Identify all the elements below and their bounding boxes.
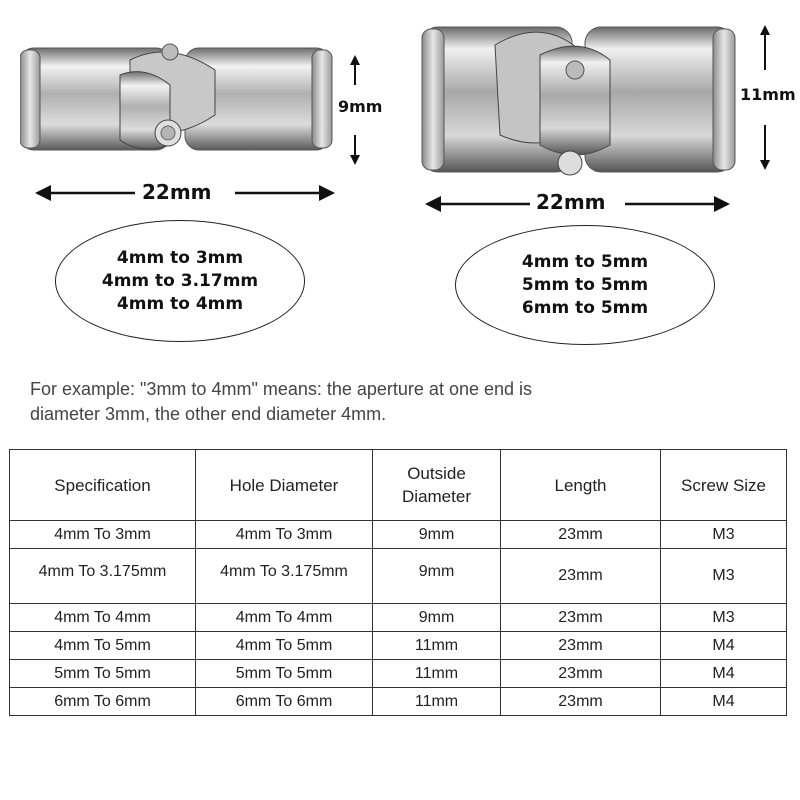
cell-screw-size: M3 <box>661 549 787 604</box>
cell-hole-diameter: 4mm To 3mm <box>196 521 373 549</box>
header-hole-diameter: Hole Diameter <box>196 450 373 521</box>
spec-line: 4mm to 3mm <box>116 247 244 268</box>
cell-screw-size: M3 <box>661 604 787 632</box>
cell-hole-diameter: 6mm To 6mm <box>196 688 373 716</box>
left-height-label: 9mm <box>338 97 383 116</box>
cell-screw-size: M4 <box>661 688 787 716</box>
table-header-row <box>10 450 787 521</box>
cell-outside-diameter: 11mm <box>373 632 501 660</box>
cell-screw-size: M3 <box>661 521 787 549</box>
spec-line: 5mm to 5mm <box>521 274 649 295</box>
cell-length: 23mm <box>501 604 661 632</box>
header-outside-diameter <box>373 450 501 521</box>
cell-outside-diameter: 11mm <box>373 688 501 716</box>
cell-length: 23mm <box>501 660 661 688</box>
cell-length: 23mm <box>501 632 661 660</box>
cell-specification: 4mm To 5mm <box>10 632 196 660</box>
cell-hole-diameter: 5mm To 5mm <box>196 660 373 688</box>
table-row <box>10 632 787 660</box>
cell-hole-diameter: 4mm To 3.175mm <box>196 549 373 604</box>
cell-length: 23mm <box>501 521 661 549</box>
table-row <box>10 688 787 716</box>
table-row <box>10 549 787 604</box>
cell-specification: 5mm To 5mm <box>10 660 196 688</box>
left-length-label: 22mm <box>142 180 212 204</box>
cell-outside-diameter: 9mm <box>373 521 501 549</box>
cell-hole-diameter: 4mm To 4mm <box>196 604 373 632</box>
header-outside-line-2: Diameter <box>402 487 471 506</box>
spec-line: 4mm to 3.17mm <box>101 270 259 291</box>
header-screw-size: Screw Size <box>661 450 787 521</box>
table-row <box>10 660 787 688</box>
cell-specification: 4mm To 3.175mm <box>10 549 196 604</box>
table-row <box>10 521 787 549</box>
cell-specification: 6mm To 6mm <box>10 688 196 716</box>
note-line-1: For example: "3mm to 4mm" means: the aperture at one end is <box>30 379 533 399</box>
cell-outside-diameter: 11mm <box>373 660 501 688</box>
cell-length: 23mm <box>501 549 661 604</box>
cell-outside-diameter: 9mm <box>373 604 501 632</box>
cell-length: 23mm <box>501 688 661 716</box>
cell-specification: 4mm To 4mm <box>10 604 196 632</box>
cell-screw-size: M4 <box>661 660 787 688</box>
aperture-note <box>30 377 670 427</box>
header-length: Length <box>501 450 661 521</box>
cell-outside-diameter: 9mm <box>373 549 501 604</box>
spec-line: 4mm to 4mm <box>116 293 244 314</box>
cell-specification: 4mm To 3mm <box>10 521 196 549</box>
table-row <box>10 604 787 632</box>
coupling-11mm-image <box>410 15 740 185</box>
header-outside-line-1: Outside <box>407 464 466 483</box>
cell-hole-diameter: 4mm To 5mm <box>196 632 373 660</box>
right-spec-oval <box>455 225 715 345</box>
left-spec-oval <box>55 220 305 342</box>
spec-line: 6mm to 5mm <box>521 297 649 318</box>
coupling-9mm-image <box>20 30 340 180</box>
spec-line: 4mm to 5mm <box>521 251 649 272</box>
spec-table <box>9 449 787 716</box>
cell-screw-size: M4 <box>661 632 787 660</box>
right-height-label: 11mm <box>740 85 796 104</box>
right-length-label: 22mm <box>536 190 606 214</box>
header-specification: Specification <box>10 450 196 521</box>
note-line-2: diameter 3mm, the other end diameter 4mm. <box>30 404 387 424</box>
